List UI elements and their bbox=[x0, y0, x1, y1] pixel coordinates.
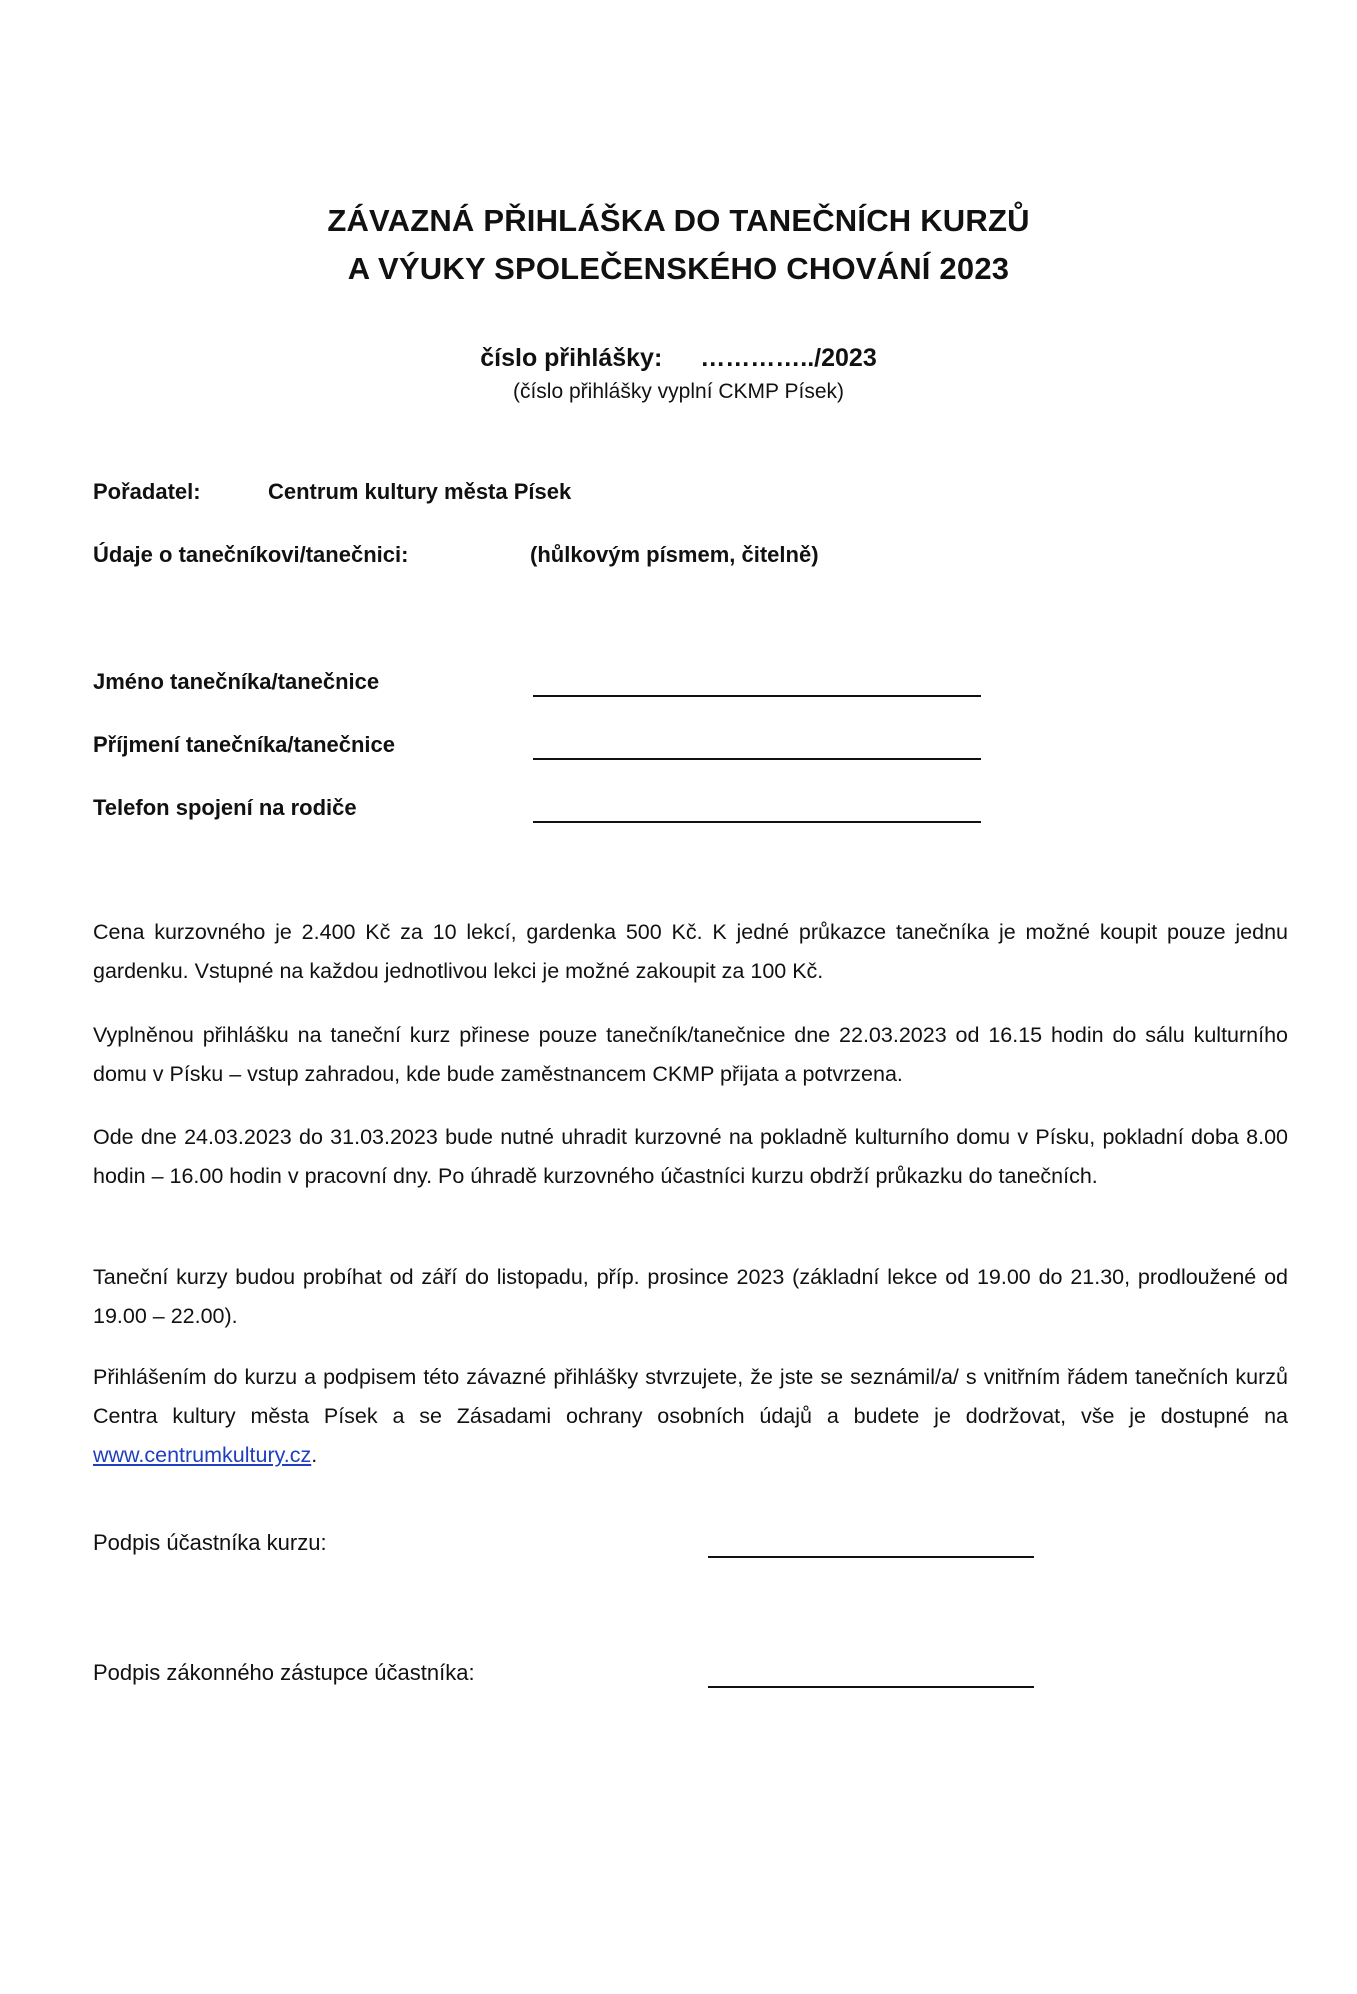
document-title-line-2: A VÝUKY SPOLEČENSKÉHO CHOVÁNÍ 2023 bbox=[347, 251, 1010, 286]
participant-signature-field[interactable] bbox=[708, 1556, 1034, 1558]
first-name-field[interactable] bbox=[533, 695, 981, 697]
payment-paragraph: Ode dne 24.03.2023 do 31.03.2023 bude nutné uhradit kurzovné na pokladně kulturního domu v Písku, pokladní doba 8.00 hodin – 16.00 hodin v pracovní dny. Po úhradě kurzovného účastníci kurzu obdrží průkazku do tanečních. bbox=[93, 1125, 1288, 1188]
parent-phone-field[interactable] bbox=[533, 821, 981, 823]
consent-paragraph bbox=[93, 1358, 1288, 1475]
dancer-info-label: Údaje o tanečníkovi/tanečnici: bbox=[93, 542, 409, 567]
schedule-paragraph: Taneční kurzy budou probíhat od září do listopadu, příp. prosince 2023 (základní lekce od 19.00 do 21.30, prodloužené od 19.00 – 22.00). bbox=[93, 1265, 1288, 1328]
price-paragraph: Cena kurzovného je 2.400 Kč za 10 lekcí, gardenka 500 Kč. K jedné průkazce tanečníka je možné koupit pouze jednu gardenku. Vstupné na každou jednotlivou lekci je možné zakoupit za 100 Kč. bbox=[93, 920, 1288, 983]
parent-phone-label: Telefon spojení na rodiče bbox=[93, 795, 357, 820]
submission-paragraph: Vyplněnou přihlášku na taneční kurz přinese pouze tanečník/tanečnice dne 22.03.2023 od 16.15 hodin do sálu kulturního domu v Písku – vstup zahradou, kde bude zaměstnancem CKMP přijata a potvrzena. bbox=[93, 1023, 1288, 1086]
organizer-label: Pořadatel: bbox=[93, 479, 201, 504]
consent-text-end: . bbox=[311, 1443, 318, 1467]
document-title-line-1: ZÁVAZNÁ PŘIHLÁŠKA DO TANEČNÍCH KURZŮ bbox=[327, 203, 1030, 238]
dancer-info-note: (hůlkovým písmem, čitelně) bbox=[530, 542, 819, 567]
first-name-label: Jméno tanečníka/tanečnice bbox=[93, 669, 380, 694]
application-number-value: …………../2023 bbox=[700, 344, 877, 372]
guardian-signature-field[interactable] bbox=[708, 1686, 1034, 1688]
last-name-field[interactable] bbox=[533, 758, 981, 760]
application-number bbox=[0, 344, 1357, 373]
organizer-value: Centrum kultury města Písek bbox=[268, 479, 572, 504]
website-link[interactable]: www.centrumkultury.cz bbox=[93, 1443, 312, 1467]
application-number-note: (číslo přihlášky vyplní CKMP Písek) bbox=[512, 380, 845, 403]
last-name-label: Příjmení tanečníka/tanečnice bbox=[93, 732, 396, 757]
application-number-label: číslo přihlášky: bbox=[480, 344, 663, 372]
consent-text: Přihlášením do kurzu a podpisem této závazné přihlášky stvrzujete, že jste se seznámil/a/ s vnitřním řádem tanečních kurzů Centra kultury města Písek a se Zásadami ochrany osobních údajů a budete je dodržovat, vše je dostupné na bbox=[93, 1365, 1288, 1428]
guardian-signature-label: Podpis zákonného zástupce účastníka: bbox=[93, 1660, 475, 1685]
participant-signature-label: Podpis účastníka kurzu: bbox=[93, 1530, 327, 1555]
